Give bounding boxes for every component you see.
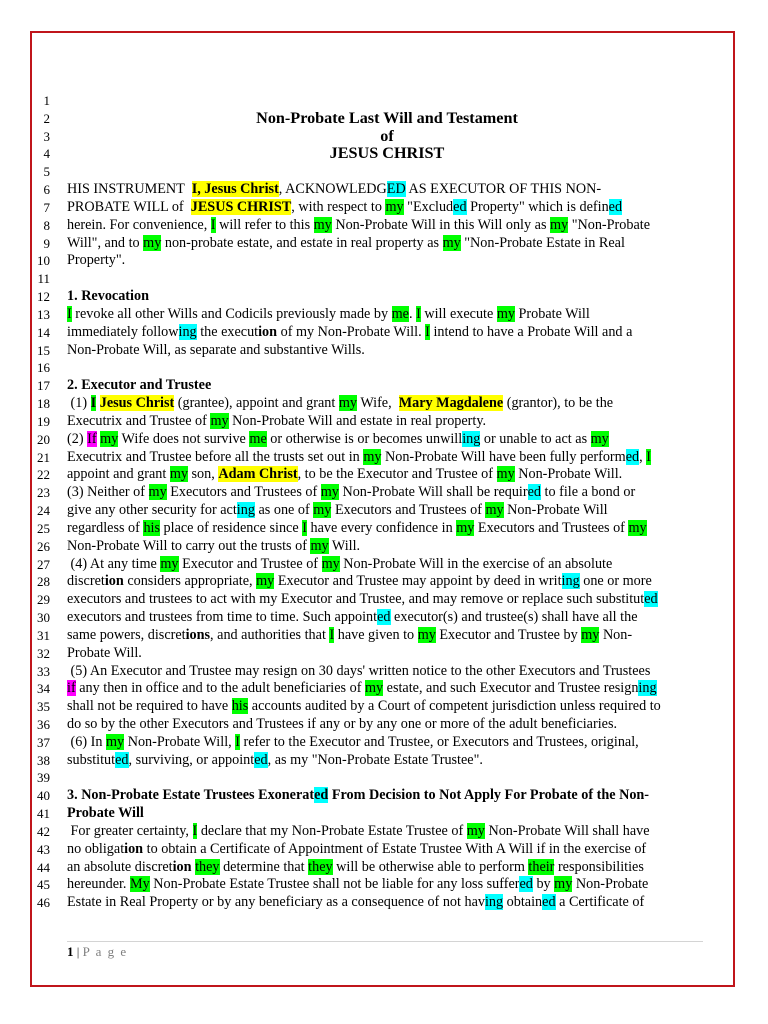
- text-run: Probate Will.: [67, 644, 142, 661]
- text-run: ions: [185, 626, 211, 643]
- line-number: 41: [37, 806, 50, 822]
- text-run: a Certificate of: [555, 894, 645, 911]
- line-number: 2: [43, 110, 50, 126]
- text-run: Executors and Trustees of: [474, 519, 629, 536]
- line-number: 26: [37, 538, 50, 554]
- highlighted-text: I: [416, 305, 421, 322]
- text-run: same powers, discret: [67, 626, 186, 643]
- line-number: 25: [37, 520, 50, 536]
- document-title: [67, 110, 707, 128]
- highlighted-text: ed: [542, 894, 556, 911]
- highlighted-text: my: [320, 484, 339, 501]
- text-run: of my Non-Probate Will.: [277, 323, 426, 340]
- text-run: , with respect to: [291, 198, 386, 215]
- highlighted-text: my: [338, 395, 358, 412]
- highlighted-text: JESUS CHRIST: [190, 198, 292, 215]
- text-run: (6) In: [67, 733, 107, 750]
- highlighted-text: my: [106, 733, 125, 750]
- line-number: 19: [37, 413, 50, 429]
- document-title-of: [67, 128, 707, 146]
- text-run: Non-Probate Will, as separate and substantive Wills.: [67, 341, 365, 358]
- line-number: 43: [37, 841, 50, 857]
- highlighted-text: my: [496, 466, 515, 483]
- highlighted-text: I: [192, 822, 198, 839]
- text-run: one or more: [579, 573, 652, 590]
- highlighted-text: ed: [608, 198, 623, 215]
- line-number: 18: [37, 396, 50, 412]
- text-run: For greater certainty,: [67, 822, 193, 839]
- text-run: Non-Probate Will shall have: [484, 822, 650, 839]
- text-run: Executors and Trustees of: [331, 502, 486, 519]
- text-run: Property" which is defin: [466, 198, 609, 215]
- line-number: 5: [43, 164, 50, 180]
- text-run: ,: [639, 448, 647, 465]
- highlighted-text: my: [100, 430, 119, 447]
- line-number: 32: [37, 645, 50, 661]
- line-number: 37: [37, 734, 50, 750]
- text-run: , surviving, or appoint: [128, 751, 255, 768]
- line-number: 4: [43, 146, 50, 162]
- text-run: Non-: [599, 626, 633, 643]
- highlighted-text: ED: [386, 181, 406, 198]
- blank-line: [67, 359, 707, 377]
- text-run: discret: [67, 573, 105, 590]
- text-run: do so by the other Executors and Trustees if any or by any one or more of the adult beneficiaries.: [67, 715, 618, 732]
- highlighted-text: ing: [484, 894, 504, 911]
- line-number: 44: [37, 859, 50, 875]
- highlighted-text: my: [417, 626, 436, 643]
- highlighted-text: my: [256, 573, 275, 590]
- highlighted-text: my: [313, 216, 332, 233]
- highlighted-text: my: [321, 555, 340, 572]
- document-line: [67, 716, 707, 734]
- highlighted-text: ed: [115, 751, 129, 768]
- text-run: the execut: [196, 323, 259, 340]
- text-run: Non-Probate Will and estate in real property.: [228, 412, 487, 429]
- text-run: any then in office and to the adult beneficiaries of: [75, 680, 365, 697]
- text-run: Non-Probate Will to carry out the trusts of: [67, 537, 311, 554]
- text-run: Executrix and Trustee of: [67, 412, 211, 429]
- line-number: 10: [37, 253, 50, 269]
- line-number: 11: [37, 271, 50, 287]
- highlighted-text: my: [364, 680, 384, 697]
- highlighted-text: ed: [377, 609, 391, 626]
- text-run: Non-Probate Will: [503, 502, 608, 519]
- document-line: [67, 484, 707, 502]
- text-run: Probate Will: [514, 305, 590, 322]
- document-line: [67, 645, 707, 663]
- text-run: immediately follow: [67, 323, 179, 340]
- line-number: 14: [37, 324, 50, 340]
- text-run: Executor and Trustee may appoint by deed in writ: [274, 573, 562, 590]
- highlighted-text: my: [581, 626, 600, 643]
- page-label: P a g e: [82, 944, 128, 959]
- document-line: [67, 805, 707, 823]
- text-run: ion: [124, 840, 144, 857]
- text-run: ion: [104, 573, 124, 590]
- text-run: (1): [67, 395, 91, 412]
- text-run: Executor and Trustee of: [178, 555, 322, 572]
- line-number: 13: [37, 306, 50, 322]
- text-run: as one of: [254, 502, 314, 519]
- highlighted-text: I: [210, 216, 216, 233]
- text-run: determine that: [219, 858, 309, 875]
- text-run: regardless of: [67, 519, 144, 536]
- text-run: Executrix and Trustee before all the trusts set out in: [67, 448, 364, 465]
- text-run: Non-Probate Will in the exercise of an absolute: [339, 555, 613, 572]
- line-number: 31: [37, 627, 50, 643]
- text-run: Wife,: [357, 395, 399, 412]
- text-run: , ACKNOWLEDG: [278, 181, 387, 198]
- highlighted-text: If: [87, 430, 97, 447]
- document-line: [67, 538, 707, 556]
- text-run: non-probate estate, and estate in real property as: [161, 234, 443, 251]
- text-run: , and authorities that: [210, 626, 330, 643]
- text-run: (grantee), appoint and grant: [174, 395, 339, 412]
- blank-line: [67, 769, 707, 787]
- highlighted-text: ing: [178, 323, 197, 340]
- text-run: Non-Probate: [572, 876, 649, 893]
- document-line: [67, 431, 707, 449]
- highlighted-text: his: [231, 698, 249, 715]
- text-run: Will.: [328, 537, 361, 554]
- highlighted-text: my: [148, 484, 167, 501]
- text-run: place of residence since: [160, 519, 303, 536]
- document-line: [67, 181, 707, 199]
- text-run: executor(s) and trustee(s) shall have all the: [390, 609, 638, 626]
- highlighted-text: My: [130, 876, 150, 893]
- line-number: 28: [37, 574, 50, 590]
- highlighted-text: my: [442, 234, 461, 251]
- line-number-gutter: [0, 92, 50, 912]
- text-run: Will", and to: [67, 234, 144, 251]
- text-run: responsibilities: [554, 858, 644, 875]
- text-run: give any other security for act: [67, 502, 237, 519]
- line-number: 1: [43, 93, 50, 108]
- text-run: will be otherwise able to perform: [332, 858, 529, 875]
- document-line: [67, 342, 707, 360]
- highlighted-text: I: [90, 395, 97, 412]
- highlighted-text: I, Jesus Christ: [191, 181, 279, 198]
- document-line: [67, 680, 707, 698]
- highlighted-text: ed: [527, 484, 541, 501]
- highlighted-text: I: [302, 519, 307, 536]
- text-run: Executors and Trustees of: [166, 484, 321, 501]
- text-run: , as my "Non-Probate Estate Trustee".: [267, 751, 483, 768]
- line-number: 17: [37, 378, 50, 394]
- text-run: ion: [172, 858, 192, 875]
- document-body: [67, 92, 707, 912]
- text-run: accounts audited by a Court of competent jurisdiction unless required to: [248, 698, 661, 715]
- line-number: 23: [37, 485, 50, 501]
- line-number: 33: [37, 663, 50, 679]
- text-run: (2): [67, 430, 88, 447]
- document-line: [67, 573, 707, 591]
- highlighted-text: Jesus Christ: [99, 395, 175, 412]
- text-run: Non-Probate Estate Trustee shall not be liable for any loss suffer: [149, 876, 520, 893]
- document-line: [67, 199, 707, 217]
- text-run: substitut: [67, 751, 116, 768]
- highlighted-text: my: [550, 216, 569, 233]
- text-run: (3) Neither of: [67, 484, 149, 501]
- text-run: have every confidence in: [306, 519, 457, 536]
- line-number: 6: [43, 182, 50, 198]
- highlighted-text: my: [456, 519, 475, 536]
- highlighted-text: me: [249, 430, 267, 447]
- page-footer: [67, 944, 128, 960]
- document-line: [67, 556, 707, 574]
- highlighted-text: his: [143, 519, 160, 536]
- line-number: 15: [37, 342, 50, 358]
- blank-line: [67, 163, 707, 181]
- line-number: 8: [43, 217, 50, 233]
- highlighted-text: my: [210, 412, 229, 429]
- text-run: refer to the Executor and Trustee, or Executors and Trustees, original,: [239, 733, 639, 750]
- highlighted-text: if: [67, 680, 76, 697]
- line-number: 7: [43, 199, 50, 215]
- text-run: (grantor), to be the: [503, 395, 614, 412]
- footer-separator: |: [73, 944, 83, 959]
- text-run: "Exclud: [403, 198, 454, 215]
- text-run: Executor and Trustee by: [435, 626, 582, 643]
- document-line: [67, 413, 707, 431]
- text-run: or unable to act as: [480, 430, 591, 447]
- text-run: obtain: [503, 894, 543, 911]
- text-run: 1. Revocation: [67, 288, 149, 305]
- text-run: (4) At any time: [67, 555, 161, 572]
- text-run: an absolute discret: [67, 858, 173, 875]
- footer-divider: [67, 941, 703, 942]
- highlighted-text: my: [554, 876, 573, 893]
- page-number: 1: [67, 944, 74, 959]
- highlighted-text: Mary Magdalene: [398, 395, 504, 412]
- line-number: 9: [43, 235, 50, 251]
- document-line: [67, 627, 707, 645]
- text-run: JESUS CHRIST: [329, 144, 445, 163]
- document-line: [67, 288, 707, 306]
- text-run: Estate in Real Property or by any beneficiary as a consequence of not hav: [67, 894, 485, 911]
- line-number: 40: [37, 788, 50, 804]
- text-run: to file a bond or: [541, 484, 636, 501]
- document-line: [67, 466, 707, 484]
- highlighted-text: I: [67, 305, 72, 322]
- highlighted-text: ed: [644, 591, 658, 608]
- highlighted-text: their: [528, 858, 555, 875]
- document-line: [67, 876, 707, 894]
- highlighted-text: ed: [314, 787, 329, 804]
- highlighted-text: my: [485, 502, 504, 519]
- line-number: 22: [37, 467, 50, 483]
- highlighted-text: ing: [236, 502, 255, 519]
- highlighted-text: ed: [453, 198, 467, 215]
- document-line: [67, 306, 707, 324]
- line-number: 3: [43, 128, 50, 144]
- highlighted-text: ed: [625, 448, 640, 465]
- document-line: [67, 787, 707, 805]
- text-run: Non-Probate Will,: [124, 733, 236, 750]
- document-line: [67, 823, 707, 841]
- document-line: [67, 698, 707, 716]
- text-run: "Non-Probate Estate in Real: [460, 234, 625, 251]
- document-line: [67, 235, 707, 253]
- highlighted-text: ed: [254, 751, 268, 768]
- blank-line: [67, 270, 707, 288]
- text-run: by: [532, 876, 555, 893]
- text-run: (5) An Executor and Trustee may resign on 30 days' written notice to the other Executors and Trustees: [67, 662, 651, 679]
- line-number: 38: [37, 752, 50, 768]
- text-run: revoke all other Wills and Codicils previously made by: [71, 305, 392, 322]
- highlighted-text: my: [496, 305, 515, 322]
- text-run: shall not be required to have: [67, 698, 232, 715]
- highlighted-text: my: [363, 448, 382, 465]
- text-run: appoint and grant: [67, 466, 170, 483]
- line-number: 12: [37, 289, 50, 305]
- text-run: Non-Probate Will shall be requir: [338, 484, 528, 501]
- line-number: 20: [37, 431, 50, 447]
- text-run: hereunder.: [67, 876, 131, 893]
- highlighted-text: they: [308, 858, 333, 875]
- text-run: will refer to this: [215, 216, 314, 233]
- highlighted-text: ing: [561, 573, 580, 590]
- line-number: 34: [37, 681, 50, 697]
- highlighted-text: ing: [462, 430, 481, 447]
- text-run: "Non-Probate: [568, 216, 650, 233]
- text-run: , to be the Executor and Trustee of: [297, 466, 497, 483]
- text-run: HIS INSTRUMENT: [67, 181, 192, 198]
- text-run: Wife does not survive: [118, 430, 250, 447]
- document-line: [67, 502, 707, 520]
- text-run: considers appropriate,: [123, 573, 257, 590]
- highlighted-text: my: [385, 198, 404, 215]
- line-number: 24: [37, 503, 50, 519]
- text-run: AS EXECUTOR OF THIS NON-: [405, 181, 602, 198]
- text-run: .: [408, 305, 417, 322]
- highlighted-text: I: [235, 733, 240, 750]
- highlighted-text: my: [590, 430, 609, 447]
- document-line: [67, 520, 707, 538]
- document-line: [67, 663, 707, 681]
- text-run: son,: [187, 466, 219, 483]
- text-run: executors and trustees to act with my Executor and Trustee, and may remove or replace such substitut: [67, 591, 645, 608]
- text-run: or otherwise is or becomes unwill: [266, 430, 463, 447]
- line-number: 35: [37, 699, 50, 715]
- text-run: Non-Probate Will have been fully perform: [381, 448, 626, 465]
- highlighted-text: my: [466, 822, 485, 839]
- highlighted-text: Adam Christ: [218, 466, 298, 483]
- text-run: Non-Probate Last Will and Testament: [256, 108, 518, 127]
- document-line: [67, 841, 707, 859]
- line-number: 29: [37, 592, 50, 608]
- text-run: Non-Probate Will.: [514, 466, 623, 483]
- text-run: of: [380, 126, 394, 145]
- highlighted-text: they: [195, 858, 220, 875]
- document-line: [67, 377, 707, 395]
- document-line: [67, 324, 707, 342]
- highlighted-text: my: [143, 234, 162, 251]
- document-line: [67, 609, 707, 627]
- document-line: [67, 449, 707, 467]
- highlighted-text: my: [169, 466, 188, 483]
- line-number: 16: [37, 360, 50, 376]
- highlighted-text: my: [313, 502, 332, 519]
- document-line: [67, 591, 707, 609]
- text-run: 3. Non-Probate Estate Trustees Exonerat: [67, 787, 315, 804]
- line-number: 39: [37, 770, 50, 786]
- document-line: [67, 734, 707, 752]
- text-run: Property".: [67, 252, 126, 269]
- testator-name-heading: [67, 145, 707, 163]
- line-number: 46: [37, 895, 50, 911]
- text-run: Probate Will: [67, 805, 144, 822]
- document-line: [67, 859, 707, 877]
- text-run: ion: [258, 323, 278, 340]
- highlighted-text: I: [329, 626, 335, 643]
- document-line: [67, 252, 707, 270]
- text-run: have given to: [334, 626, 418, 643]
- highlighted-text: I: [425, 323, 430, 340]
- line-number: 36: [37, 716, 50, 732]
- text-run: executors and trustees from time to time. Such appoint: [67, 609, 378, 626]
- line-number: 21: [37, 449, 50, 465]
- line-number: 45: [37, 877, 50, 893]
- line-number: 27: [37, 556, 50, 572]
- highlighted-text: me: [391, 305, 409, 322]
- highlighted-text: I: [646, 448, 651, 465]
- highlighted-text: my: [310, 537, 329, 554]
- text-run: declare that my Non-Probate Estate Trustee of: [197, 822, 467, 839]
- highlighted-text: my: [628, 519, 647, 536]
- line-number: 30: [37, 610, 50, 626]
- document-line: [67, 752, 707, 770]
- document-line: [67, 217, 707, 235]
- text-run: From Decision to Not Apply For Probate of the Non-: [328, 787, 650, 804]
- text-run: estate, and such Executor and Trustee resign: [383, 680, 639, 697]
- text-run: Non-Probate Will in this Will only as: [331, 216, 551, 233]
- text-run: 2. Executor and Trustee: [67, 377, 212, 394]
- highlighted-text: my: [160, 555, 179, 572]
- text-run: PROBATE WILL of: [67, 198, 191, 215]
- line-number: 42: [37, 823, 50, 839]
- text-run: to obtain a Certificate of Appointment of Estate Trustee With A Will if in the exercise of: [143, 840, 647, 857]
- blank-line: [67, 92, 707, 110]
- highlighted-text: ing: [638, 680, 657, 697]
- document-line: [67, 894, 707, 912]
- text-run: herein. For convenience,: [67, 216, 211, 233]
- text-run: no obligat: [67, 840, 125, 857]
- text-run: will execute: [420, 305, 497, 322]
- highlighted-text: ed: [519, 876, 533, 893]
- document-line: [67, 395, 707, 413]
- text-run: intend to have a Probate Will and a: [429, 323, 633, 340]
